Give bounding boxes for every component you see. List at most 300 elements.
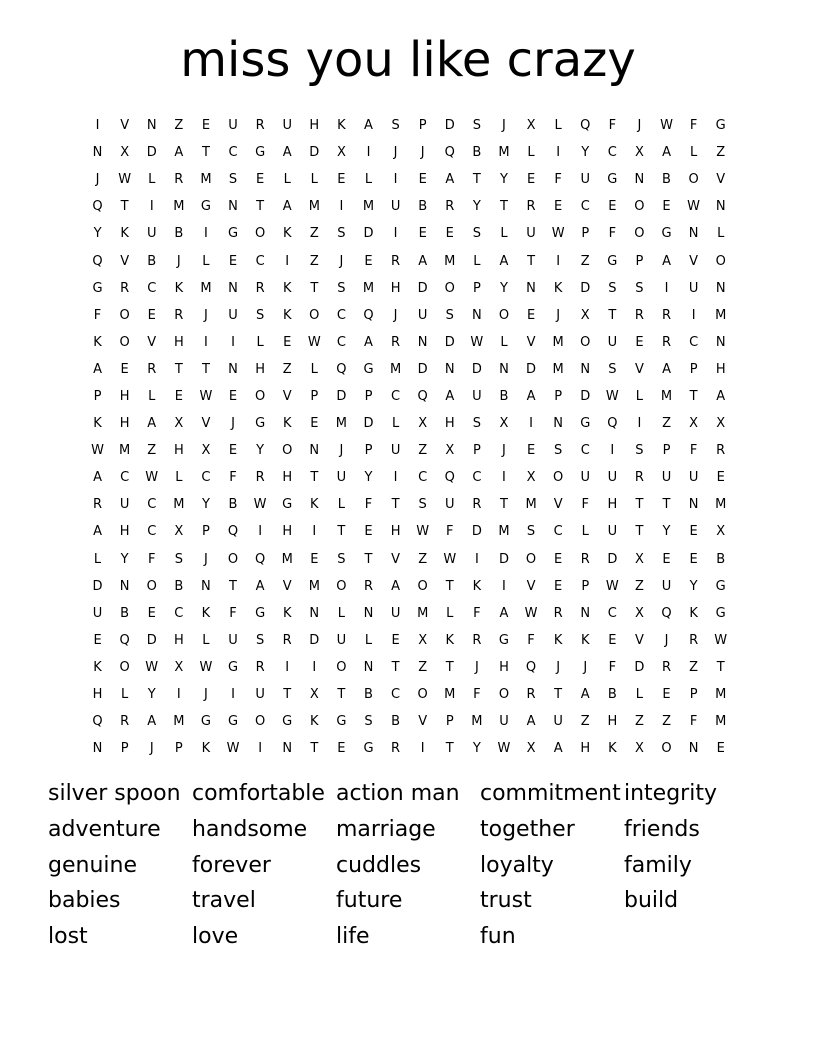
grid-letter: B <box>147 253 157 269</box>
grid-letter: J <box>95 172 100 188</box>
grid-letter: N <box>119 578 130 594</box>
grid-letter: C <box>391 388 401 404</box>
grid-letter: Y <box>689 578 698 594</box>
grid-letter: E <box>228 253 238 269</box>
grid-letter: X <box>309 687 319 703</box>
grid-letter: E <box>256 172 265 188</box>
grid-letter: I <box>285 659 290 675</box>
grid-letter: N <box>92 741 103 757</box>
grid-letter: A <box>553 741 563 757</box>
grid-letter: N <box>363 659 374 675</box>
grid-letter: X <box>499 416 509 432</box>
grid-letter: H <box>444 416 455 432</box>
grid-letter: D <box>526 361 537 377</box>
grid-letter: U <box>607 334 618 350</box>
grid-letter: L <box>689 145 698 161</box>
grid-letter: O <box>661 741 672 757</box>
grid-letter: S <box>255 307 265 323</box>
grid-letter: E <box>283 334 292 350</box>
grid-letter: H <box>282 470 293 486</box>
grid-letter: T <box>608 307 617 323</box>
grid-letter: N <box>526 280 536 296</box>
grid-letter: D <box>471 524 482 540</box>
grid-letter: L <box>310 361 318 377</box>
grid-letter: A <box>716 388 726 404</box>
grid-letter: K <box>608 741 617 757</box>
grid-letter: K <box>282 280 292 296</box>
grid-letter: T <box>201 361 210 377</box>
grid-letter: B <box>120 605 130 621</box>
grid-letter: T <box>689 388 698 404</box>
grid-letter: S <box>337 551 346 567</box>
grid-letter: I <box>95 118 100 134</box>
grid-letter: R <box>472 497 482 513</box>
grid-letter: J <box>204 551 208 567</box>
grid-letter: D <box>146 632 157 648</box>
grid-letter: E <box>228 388 238 404</box>
grid-letter: E <box>662 199 671 215</box>
grid-letter: N <box>715 280 726 296</box>
grid-letter: I <box>258 741 263 757</box>
grid-letter: E <box>337 172 346 188</box>
grid-letter: I <box>502 578 506 594</box>
grid-letter: W <box>605 578 619 594</box>
grid-letter: Q <box>363 307 374 323</box>
grid-letter: J <box>502 118 506 134</box>
grid-letter: Y <box>364 470 373 486</box>
grid-letter: U <box>553 714 563 730</box>
grid-letter: R <box>120 280 130 296</box>
grid-letter: T <box>716 659 725 675</box>
grid-letter: E <box>364 253 373 269</box>
grid-letter: W <box>443 551 457 567</box>
grid-letter: E <box>608 632 617 648</box>
grid-letter: A <box>526 388 536 404</box>
grid-letter: C <box>174 605 184 621</box>
grid-letter: I <box>664 280 669 296</box>
grid-letter: M <box>715 307 727 323</box>
grid-letter: G <box>363 741 374 757</box>
grid-letter: N <box>499 361 509 377</box>
grid-letter: P <box>472 280 481 296</box>
grid-letter: I <box>393 172 398 188</box>
grid-letter: L <box>148 388 156 404</box>
word-list-item: travel <box>192 888 256 914</box>
grid-letter: M <box>200 280 212 296</box>
grid-letter: P <box>689 361 698 377</box>
grid-letter: J <box>583 659 588 675</box>
grid-letter: L <box>202 632 210 648</box>
grid-letter: X <box>174 659 184 675</box>
grid-letter: C <box>336 334 346 350</box>
grid-letter: H <box>390 280 401 296</box>
grid-letter: G <box>607 172 618 188</box>
grid-letter: T <box>662 497 671 513</box>
grid-letter: Y <box>147 687 156 703</box>
grid-letter: I <box>176 687 181 703</box>
grid-letter: S <box>418 497 427 513</box>
grid-letter: R <box>580 551 590 567</box>
grid-letter: U <box>228 307 238 323</box>
grid-letter: X <box>336 145 346 161</box>
grid-letter: U <box>92 605 103 621</box>
grid-letter: H <box>255 361 265 377</box>
grid-letter: Y <box>581 145 590 161</box>
grid-letter: M <box>498 524 510 540</box>
grid-letter: C <box>147 280 157 296</box>
grid-letter: E <box>554 578 563 594</box>
grid-letter: Q <box>227 524 239 540</box>
grid-letter: N <box>309 443 320 459</box>
grid-letter: M <box>552 334 564 350</box>
word-list-item: cuddles <box>336 852 422 878</box>
grid-letter: P <box>174 741 183 757</box>
grid-letter: L <box>364 172 373 188</box>
grid-letter: M <box>362 199 375 215</box>
grid-letter: W <box>524 605 538 621</box>
grid-letter: Q <box>444 145 455 161</box>
grid-letter: K <box>120 226 129 242</box>
grid-letter: Y <box>93 226 102 242</box>
grid-letter: Z <box>689 659 699 675</box>
grid-letter: Y <box>256 443 265 459</box>
grid-letter: P <box>364 443 373 459</box>
grid-letter: W <box>551 226 565 242</box>
grid-letter: S <box>608 361 617 377</box>
grid-letter: O <box>119 307 130 323</box>
grid-letter: G <box>498 632 509 648</box>
grid-letter: L <box>500 334 508 350</box>
grid-letter: R <box>255 470 265 486</box>
grid-letter: D <box>498 551 509 567</box>
grid-letter: A <box>93 470 102 486</box>
grid-letter: A <box>147 416 157 432</box>
grid-letter: E <box>93 632 102 648</box>
grid-letter: W <box>145 470 159 486</box>
grid-letter: R <box>363 578 373 594</box>
grid-letter: E <box>391 632 400 648</box>
grid-letter: E <box>716 741 725 757</box>
grid-letter: F <box>147 551 156 567</box>
grid-letter: C <box>553 524 563 540</box>
grid-letter: U <box>390 199 401 215</box>
grid-letter: I <box>258 524 263 540</box>
grid-letter: W <box>199 388 213 404</box>
grid-letter: G <box>282 714 293 730</box>
grid-letter: V <box>282 388 292 404</box>
grid-letter: O <box>580 334 591 350</box>
grid-letter: T <box>445 659 454 675</box>
grid-letter: L <box>283 172 291 188</box>
grid-letter: X <box>689 416 699 432</box>
grid-letter: D <box>634 659 645 675</box>
grid-letter: A <box>526 714 536 730</box>
grid-letter: P <box>554 388 563 404</box>
grid-letter: X <box>445 443 455 459</box>
grid-letter: O <box>119 659 130 675</box>
grid-letter: L <box>554 118 562 134</box>
grid-letter: G <box>715 578 726 594</box>
grid-letter: Z <box>309 253 319 269</box>
grid-letter: M <box>335 416 347 432</box>
grid-letter: N <box>444 361 455 377</box>
grid-letter: I <box>231 334 235 350</box>
grid-letter: D <box>417 361 428 377</box>
grid-letter: E <box>364 524 373 540</box>
grid-letter: H <box>173 443 184 459</box>
grid-letter: S <box>364 714 373 730</box>
grid-letter: J <box>393 307 398 323</box>
grid-letter: K <box>282 226 292 242</box>
grid-letter: O <box>498 687 510 703</box>
grid-letter: V <box>526 334 536 350</box>
grid-letter: O <box>444 280 455 296</box>
grid-letter: U <box>472 388 482 404</box>
grid-letter: F <box>608 659 617 675</box>
grid-letter: R <box>689 632 699 648</box>
grid-letter: N <box>688 226 699 242</box>
grid-letter: Z <box>634 714 644 730</box>
grid-letter: T <box>635 524 644 540</box>
grid-letter: N <box>417 334 428 350</box>
grid-letter: P <box>310 388 319 404</box>
grid-letter: T <box>554 687 563 703</box>
grid-letter: T <box>310 470 319 486</box>
grid-letter: I <box>474 551 479 567</box>
grid-letter: B <box>174 578 184 594</box>
grid-letter: S <box>337 280 346 296</box>
grid-letter: O <box>227 551 239 567</box>
grid-letter: G <box>661 226 672 242</box>
grid-letter: Z <box>282 361 292 377</box>
grid-letter: C <box>120 470 130 486</box>
grid-letter: Z <box>662 714 671 730</box>
grid-letter: M <box>308 199 320 215</box>
grid-letter: Q <box>254 551 266 567</box>
grid-letter: D <box>580 280 591 296</box>
grid-letter: M <box>498 145 510 161</box>
grid-letter: L <box>391 416 400 432</box>
grid-letter: U <box>255 687 265 703</box>
grid-letter: Q <box>525 659 537 675</box>
grid-letter: R <box>120 714 130 730</box>
grid-letter: A <box>662 253 671 269</box>
grid-letter: J <box>420 145 425 161</box>
grid-letter: E <box>689 524 698 540</box>
grid-letter: R <box>174 172 184 188</box>
grid-letter: I <box>366 145 371 161</box>
grid-letter: G <box>92 280 103 296</box>
grid-letter: T <box>527 253 536 269</box>
grid-letter: R <box>445 199 455 215</box>
grid-letter: E <box>310 551 319 567</box>
grid-letter: I <box>637 416 642 432</box>
grid-letter: P <box>581 578 590 594</box>
grid-letter: S <box>228 172 238 188</box>
grid-letter: I <box>691 307 696 323</box>
grid-letter: W <box>199 659 213 675</box>
grid-letter: E <box>662 687 671 703</box>
grid-letter: L <box>635 687 644 703</box>
grid-letter: Z <box>174 118 184 134</box>
grid-letter: U <box>282 118 292 134</box>
grid-letter: N <box>688 741 699 757</box>
grid-letter: M <box>715 714 727 730</box>
grid-letter: M <box>715 687 727 703</box>
grid-letter: Q <box>444 470 455 486</box>
grid-letter: P <box>364 388 373 404</box>
grid-letter: S <box>391 118 400 134</box>
grid-letter: Z <box>309 226 319 242</box>
grid-letter: I <box>529 416 533 432</box>
grid-letter: Q <box>417 388 428 404</box>
grid-letter: A <box>499 605 509 621</box>
grid-letter: P <box>581 226 590 242</box>
grid-letter: R <box>716 443 726 459</box>
grid-letter: M <box>525 497 537 513</box>
grid-letter: L <box>310 172 318 188</box>
grid-letter: R <box>661 659 672 675</box>
grid-letter: J <box>556 307 561 323</box>
grid-letter: G <box>607 253 618 269</box>
grid-letter: S <box>174 551 183 567</box>
grid-letter: I <box>502 470 506 486</box>
grid-letter: E <box>201 118 211 134</box>
grid-letter: H <box>119 388 130 404</box>
grid-letter: R <box>93 497 103 513</box>
grid-letter: X <box>174 524 184 540</box>
grid-letter: I <box>149 199 154 215</box>
grid-letter: O <box>254 226 266 242</box>
word-list-item: future <box>336 888 403 914</box>
grid-letter: T <box>283 687 292 703</box>
grid-letter: S <box>635 443 644 459</box>
grid-letter: H <box>282 524 293 540</box>
grid-letter: K <box>174 280 184 296</box>
word-list-item: commitment <box>480 781 621 806</box>
grid-letter: L <box>256 334 264 350</box>
grid-letter: Z <box>716 145 726 161</box>
grid-letter: F <box>473 687 481 703</box>
grid-letter: L <box>364 632 373 648</box>
grid-letter: A <box>93 361 102 377</box>
grid-letter: H <box>580 741 591 757</box>
grid-letter: W <box>253 497 267 513</box>
grid-letter: H <box>119 524 130 540</box>
grid-letter: S <box>445 307 454 323</box>
grid-letter: L <box>93 551 102 567</box>
grid-letter: A <box>255 578 265 594</box>
word-list-item: family <box>624 852 692 878</box>
grid-letter: F <box>689 118 698 134</box>
grid-letter: W <box>497 741 511 757</box>
grid-letter: U <box>336 470 347 486</box>
grid-letter: B <box>499 388 509 404</box>
grid-letter: L <box>121 687 129 703</box>
grid-letter: T <box>256 199 265 215</box>
grid-letter: Z <box>580 253 590 269</box>
grid-letter: V <box>282 578 292 594</box>
grid-letter: X <box>418 416 428 432</box>
grid-letter: U <box>336 632 347 648</box>
grid-letter: G <box>255 605 266 621</box>
grid-letter: L <box>337 605 346 621</box>
grid-letter: R <box>147 361 157 377</box>
grid-letter: J <box>149 741 154 757</box>
grid-letter: I <box>556 145 561 161</box>
grid-letter: I <box>312 659 317 675</box>
grid-letter: X <box>634 145 644 161</box>
grid-letter: N <box>688 497 699 513</box>
grid-letter: U <box>661 470 672 486</box>
grid-letter: L <box>527 145 535 161</box>
grid-letter: I <box>393 226 398 242</box>
grid-letter: I <box>420 741 425 757</box>
grid-letter: F <box>473 605 481 621</box>
grid-letter: B <box>228 497 238 513</box>
grid-letter: V <box>147 334 157 350</box>
grid-letter: M <box>281 551 293 567</box>
grid-letter: N <box>715 199 726 215</box>
grid-letter: E <box>310 416 319 432</box>
grid-letter: U <box>661 578 672 594</box>
grid-letter: Z <box>662 416 671 432</box>
grid-letter: D <box>336 388 347 404</box>
grid-letter: V <box>634 632 644 648</box>
grid-letter: D <box>444 334 455 350</box>
grid-letter: D <box>146 145 157 161</box>
grid-letter: I <box>204 334 208 350</box>
grid-letter: U <box>417 307 428 323</box>
grid-letter: X <box>120 145 130 161</box>
grid-letter: Y <box>499 172 508 188</box>
grid-letter: X <box>634 605 644 621</box>
grid-letter: R <box>661 334 672 350</box>
grid-letter: T <box>310 741 319 757</box>
grid-letter: A <box>282 145 292 161</box>
grid-letter: M <box>173 714 185 730</box>
grid-letter: W <box>605 388 619 404</box>
grid-letter: O <box>417 687 428 703</box>
grid-letter: U <box>607 470 618 486</box>
grid-letter: G <box>363 361 374 377</box>
grid-letter: V <box>526 578 536 594</box>
grid-letter: G <box>227 659 239 675</box>
grid-letter: V <box>120 253 130 269</box>
grid-letter: N <box>228 199 238 215</box>
grid-letter: M <box>173 497 185 513</box>
grid-letter: L <box>581 524 589 540</box>
grid-letter: H <box>499 659 509 675</box>
grid-letter: D <box>309 632 320 648</box>
grid-letter: C <box>147 497 157 513</box>
grid-letter: U <box>580 470 590 486</box>
grid-letter: Q <box>119 632 130 648</box>
grid-letter: Q <box>336 361 347 377</box>
grid-letter: F <box>527 632 535 648</box>
grid-letter: F <box>229 605 237 621</box>
word-list-item: trust <box>480 888 532 914</box>
grid-letter: Y <box>472 741 481 757</box>
grid-letter: S <box>608 280 617 296</box>
grid-letter: K <box>282 605 292 621</box>
grid-letter: L <box>175 470 183 486</box>
grid-letter: T <box>337 524 346 540</box>
grid-letter: T <box>391 497 400 513</box>
grid-letter: D <box>363 416 374 432</box>
grid-letter: K <box>201 605 211 621</box>
grid-letter: F <box>554 172 562 188</box>
